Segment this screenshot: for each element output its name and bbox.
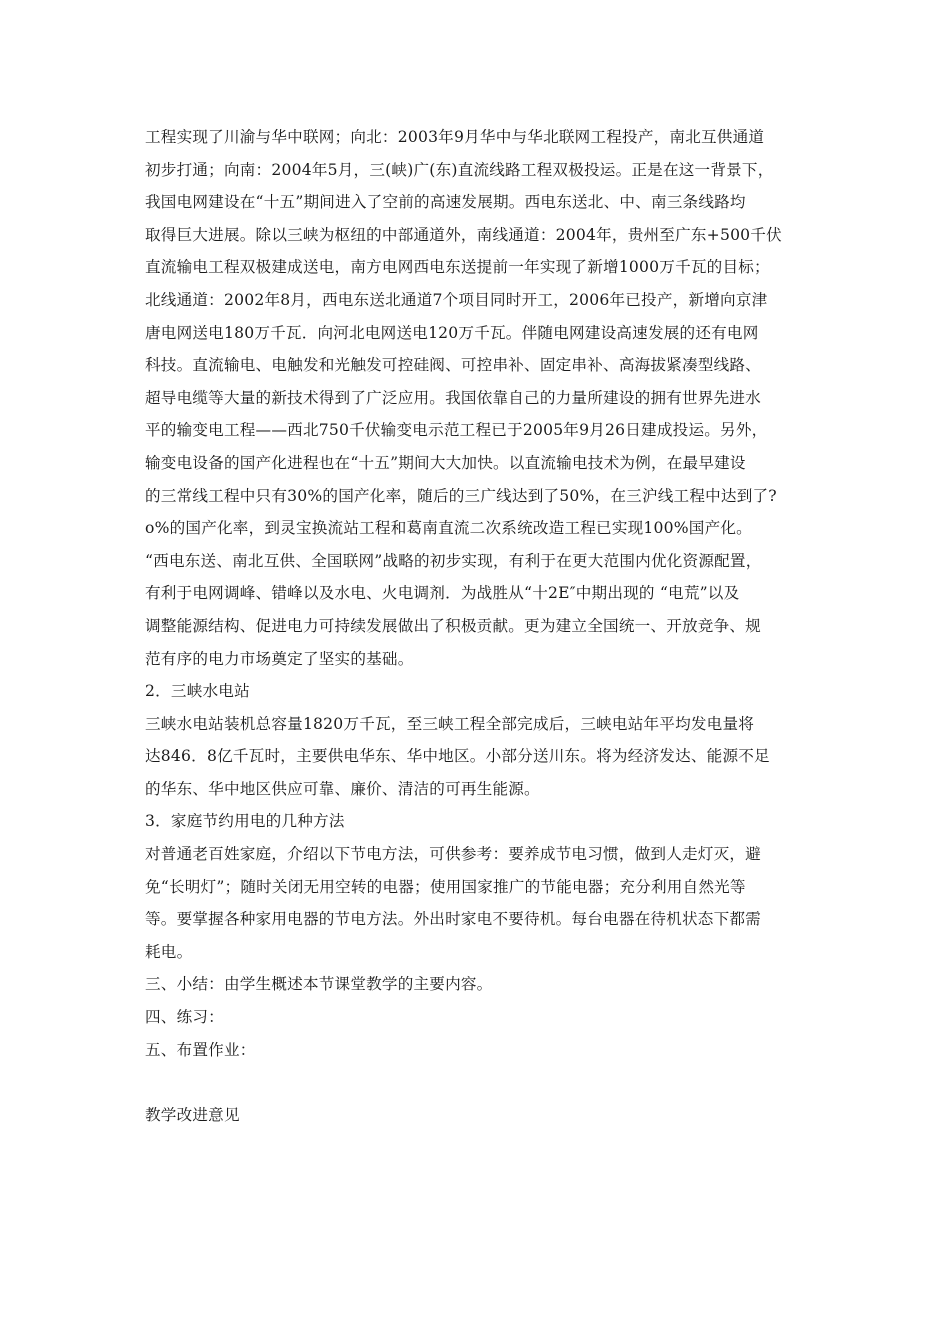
text-line: 调整能源结构、促进电力可持续发展做出了积极贡献。更为建立全国统一、开放竞争、规 [145,616,761,635]
text-line: 超导电缆等大量的新技术得到了广泛应用。我国依靠自己的力量所建设的拥有世界先进水 [145,388,761,407]
text-line: 三、小结：由学生概述本节课堂教学的主要内容。 [145,975,493,994]
document-page [145,121,813,1131]
text-line: 我国电网建设在“十五”期间进入了空前的高速发展期。西电东送北、中、南三条线路均 [145,193,746,212]
text-line: 输变电设备的国产化进程也在“十五”期间大大加快。以直流输电技术为例，在最早建设 [145,453,746,472]
text-line: 有利于电网调峰、错峰以及水电、火电调剂．为战胜从“十2E″中期出现的 “电荒”以及 [145,584,740,603]
text-line: o%的国产化率，到灵宝换流站工程和葛南直流二次系统改造工程已实现100%国产化。 [145,519,752,538]
teaching-improvement-heading: 教学改进意见 [145,1105,240,1124]
document-body [145,121,813,1066]
text-line: 取得巨大进展。除以三峡为枢纽的中部通道外，南线通道：2004年，贵州至广东+500千伏 [145,225,782,244]
text-line: 北线通道：2002年8月，西电东送北通道7个项目同时开工，2006年已投产，新增向京津 [145,290,768,309]
text-line: 平的输变电工程——西北750千伏输变电示范工程已于2005年9月26日建成投运。另外， [145,421,768,440]
text-line: 免“长明灯”；随时关闭无用空转的电器；使用国家推广的节能电器；充分利用自然光等 [145,877,746,896]
text-line: 唐电网送电180万千瓦．向河北电网送电120万千瓦。伴随电网建设高速发展的还有电网 [145,323,759,342]
text-line: 的华东、华中地区供应可靠、廉价、清洁的可再生能源。 [145,779,540,798]
spacer [145,1066,813,1099]
text-line: 范有序的电力市场奠定了坚实的基础。 [145,649,414,668]
text-line: 三峡水电站装机总容量1820万千瓦，至三峡工程全部完成后，三峡电站年平均发电量将 [145,714,755,733]
text-line: 3．家庭节约用电的几种方法 [145,812,345,831]
text-line: 五、布置作业： [145,1040,256,1059]
text-line: 2．三峡水电站 [145,682,250,701]
text-line: 直流输电工程双极建成送电，南方电网西电东送提前一年实现了新增1000万千瓦的目标； [145,258,770,277]
text-line: 工程实现了川渝与华中联网；向北：2003年9月华中与华北联网工程投产，南北互供通道 [145,128,765,146]
text-line: 对普通老百姓家庭，介绍以下节电方法，可供参考：要养成节电习惯，做到人走灯灭，避 [145,845,761,864]
text-line: 达846．8亿千瓦时，主要供电华东、华中地区。小部分送川东。将为经济发达、能源不足 [145,747,770,766]
text-line: 科技。直流输电、电触发和光触发可控硅阀、可控串补、固定串补、高海拔紧凑型线路、 [145,356,761,375]
text-line: 耗电。 [145,942,193,961]
text-line: 四、练习： [145,1008,224,1027]
text-line: “西电东送、南北互供、全国联网”战略的初步实现，有利于在更大范围内优化资源配置， [145,551,762,570]
text-line: 等。要掌握各种家用电器的节电方法。外出时家电不要待机。每台电器在待机状态下都需 [145,910,761,929]
text-line: 的三常线工程中只有30%的国产化率，随后的三广线达到了50%，在三沪线工程中达到了? [145,486,777,505]
text-line: 初步打通；向南：2004年5月，三(峡)广(东)直流线路工程双极投运。正是在这一背景下， [145,160,774,179]
